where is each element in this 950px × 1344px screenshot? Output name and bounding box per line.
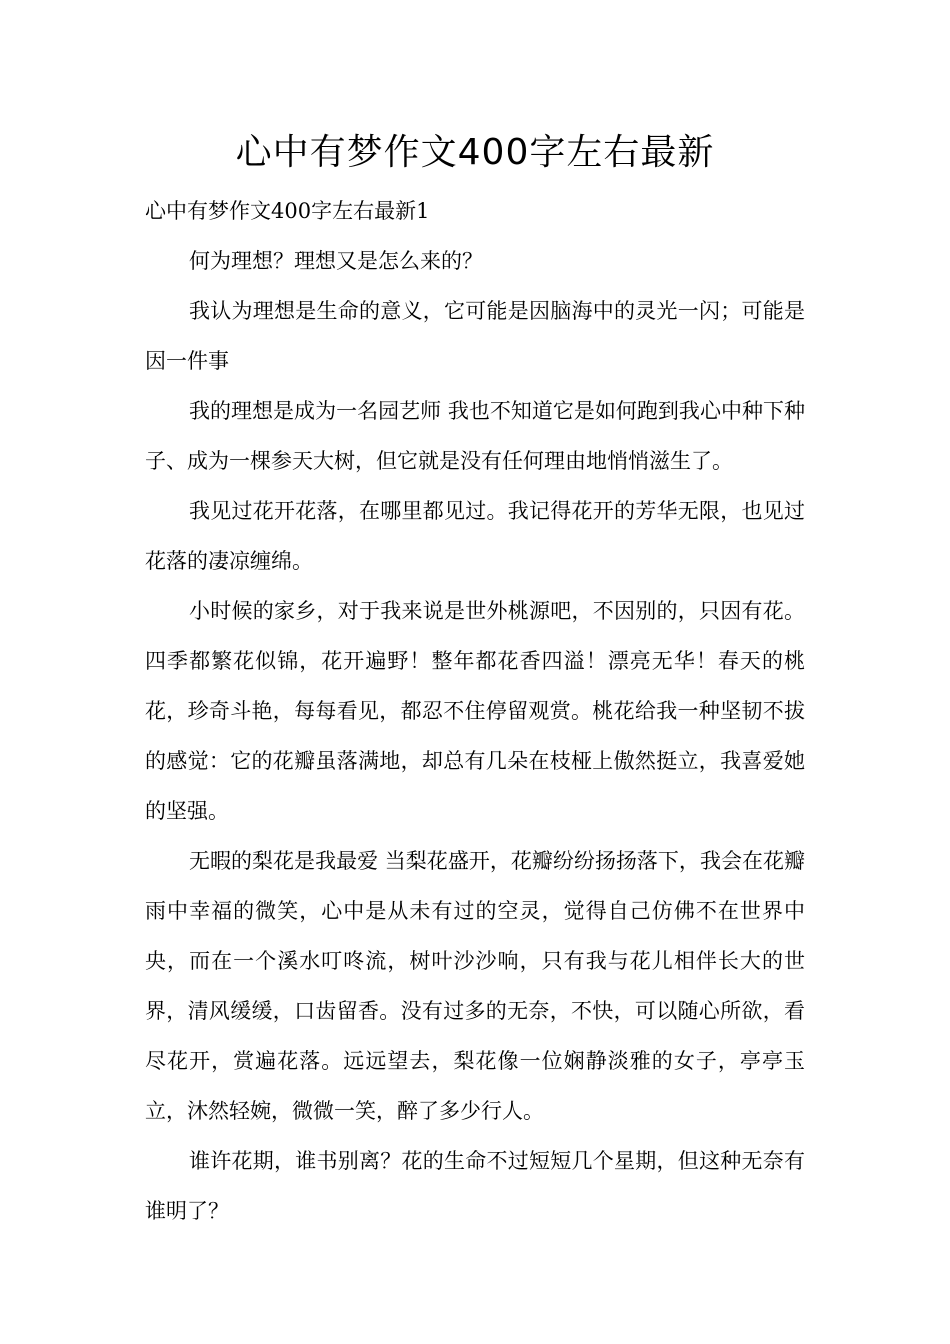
paragraph: 我见过花开花落，在哪里都见过。我记得花开的芳华无限，也见过花落的凄凉缠绵。 [145,499,805,573]
paragraph: 我认为理想是生命的意义，它可能是因脑海中的灵光一闪；可能是因一件事 [145,299,805,373]
paragraph: 谁许花期，谁书别离？花的生命不过短短几个星期，但这种无奈有谁明了？ [145,1149,805,1223]
page-title: 心中有梦作文400字左右最新 [235,132,715,173]
paragraph: 我的理想是成为一名园艺师 我也不知道它是如何跑到我心中种下种子、成为一棵参天大树，但它就是没有任何理由地悄悄滋生了。 [145,399,805,473]
paragraph: 小时候的家乡，对于我来说是世外桃源吧，不因别的，只因有花。四季都繁花似锦，花开遍野！整年都花香四溢！漂亮无华！春天的桃花，珍奇斗艳，每每看见，都忍不住停留观赏。桃花给我一种坚韧不拔的感觉：它的花瓣虽落满地，却总有几朵在枝桠上傲然挺立，我喜爱她的坚强。 [145,599,805,823]
paragraph: 何为理想？理想又是怎么来的？ [189,249,483,273]
document-body [145,186,805,1236]
paragraph: 无暇的梨花是我最爱 当梨花盛开，花瓣纷纷扬扬落下，我会在花瓣雨中幸福的微笑，心中是从未有过的空灵，觉得自己仿佛不在世界中央，而在一个溪水叮咚流，树叶沙沙响，只有我与花儿相伴长大的世界，清风缓缓，口齿留香。没有过多的无奈，不快，可以随心所欲，看尽花开，赏遍花落。远远望去，梨花像一位娴静淡雅的女子，亭亭玉立，沐然轻婉，微微一笑，醉了多少行人。 [145,849,805,1123]
section-subheading: 心中有梦作文400字左右最新1 [145,199,430,223]
